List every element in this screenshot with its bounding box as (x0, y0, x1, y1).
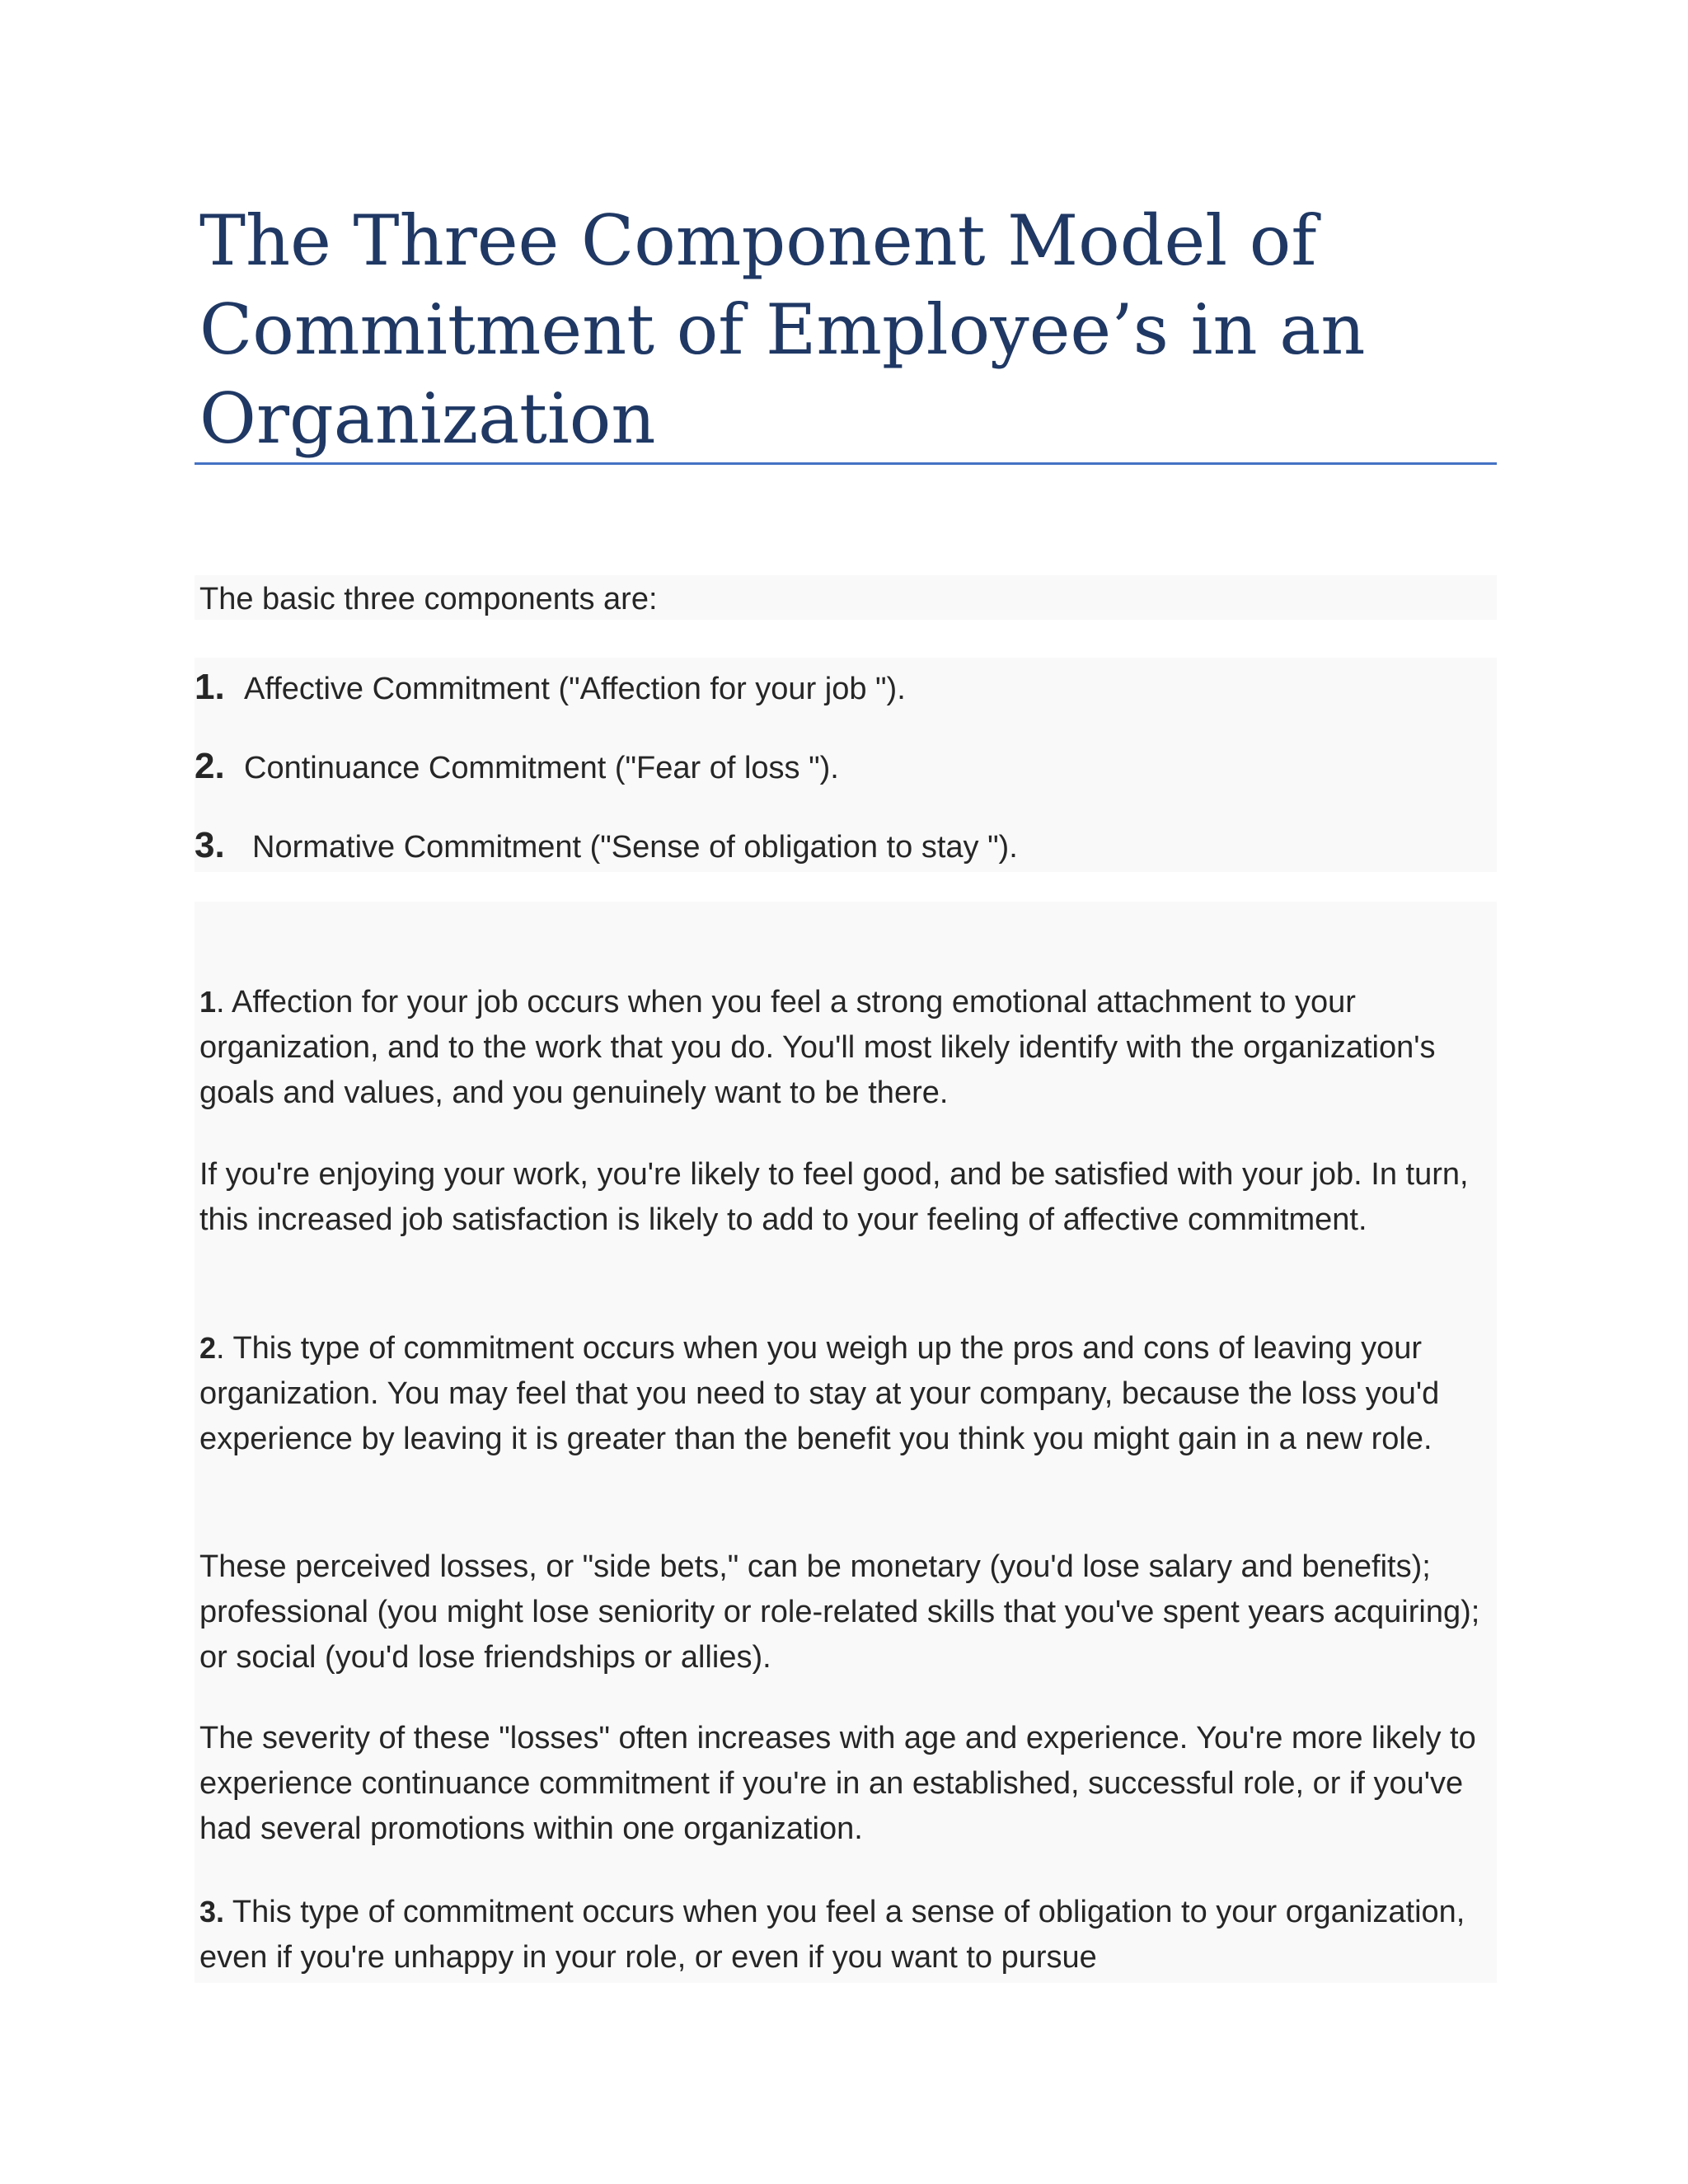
paragraph-number: 3. (199, 1895, 225, 1929)
page-title: The Three Component Model of Commitment of Employee’s in an Organization (199, 200, 1366, 459)
paragraph-normative (199, 1889, 1510, 1980)
paragraph-number: 1 (199, 985, 217, 1019)
intro-text: The basic three components are: (199, 582, 658, 616)
list-number: 2. (195, 746, 225, 786)
list-item (195, 659, 1018, 738)
list-number: 1. (195, 667, 225, 707)
paragraph-continuance (199, 1325, 1510, 1462)
paragraph-affective (199, 979, 1510, 1116)
paragraph-text: If you're enjoying your work, you're likely to feel good, and be satisfied with your job. In turn, this increased job satisfaction is likely to add to your feeling of affective commitment. (199, 1157, 1469, 1237)
paragraph-text: . Affection for your job occurs when you feel a strong emotional attachment to your organization, and to the work that you do. You'll most likely identify with the organization's goals and values, and you genuinely want to be there. (199, 985, 1436, 1110)
list-item (195, 818, 1018, 897)
title-underline (195, 462, 1497, 465)
list-item-text: Affective Commitment ("Affection for your job "). (244, 672, 906, 706)
paragraph-number: 2 (199, 1331, 217, 1365)
component-list (195, 659, 1018, 897)
paragraph-text: . This type of commitment occurs when you weigh up the pros and cons of leaving your organization. You may feel that you need to stay at your company, because the loss you'd experience by leaving it is greater than the benefit you think you might gain in a new role. (199, 1331, 1440, 1456)
paragraph-text: This type of commitment occurs when you feel a sense of obligation to your organization, even if you're unhappy in your role, or even if you want to pursue (199, 1895, 1465, 1975)
paragraph-side-bets (199, 1544, 1510, 1680)
paragraph-satisfaction (199, 1152, 1510, 1243)
paragraph-text: The severity of these "losses" often increases with age and experience. You're more likely to experience continuance commitment if you're in an established, successful role, or if you've had several promotions within one organization. (199, 1721, 1476, 1846)
paragraph-text: These perceived losses, or "side bets," can be monetary (you'd lose salary and benefits); professional (you might lose seniority or role-related skills that you've spent years acquiring); or social (you'd lose friendships or allies). (199, 1549, 1480, 1675)
list-number: 3. (195, 825, 225, 865)
paragraph-severity (199, 1716, 1510, 1852)
list-item-text: Continuance Commitment ("Fear of loss "). (244, 751, 839, 785)
list-item-text: Normative Commitment ("Sense of obligation to stay "). (252, 830, 1018, 865)
list-item (195, 738, 1018, 818)
